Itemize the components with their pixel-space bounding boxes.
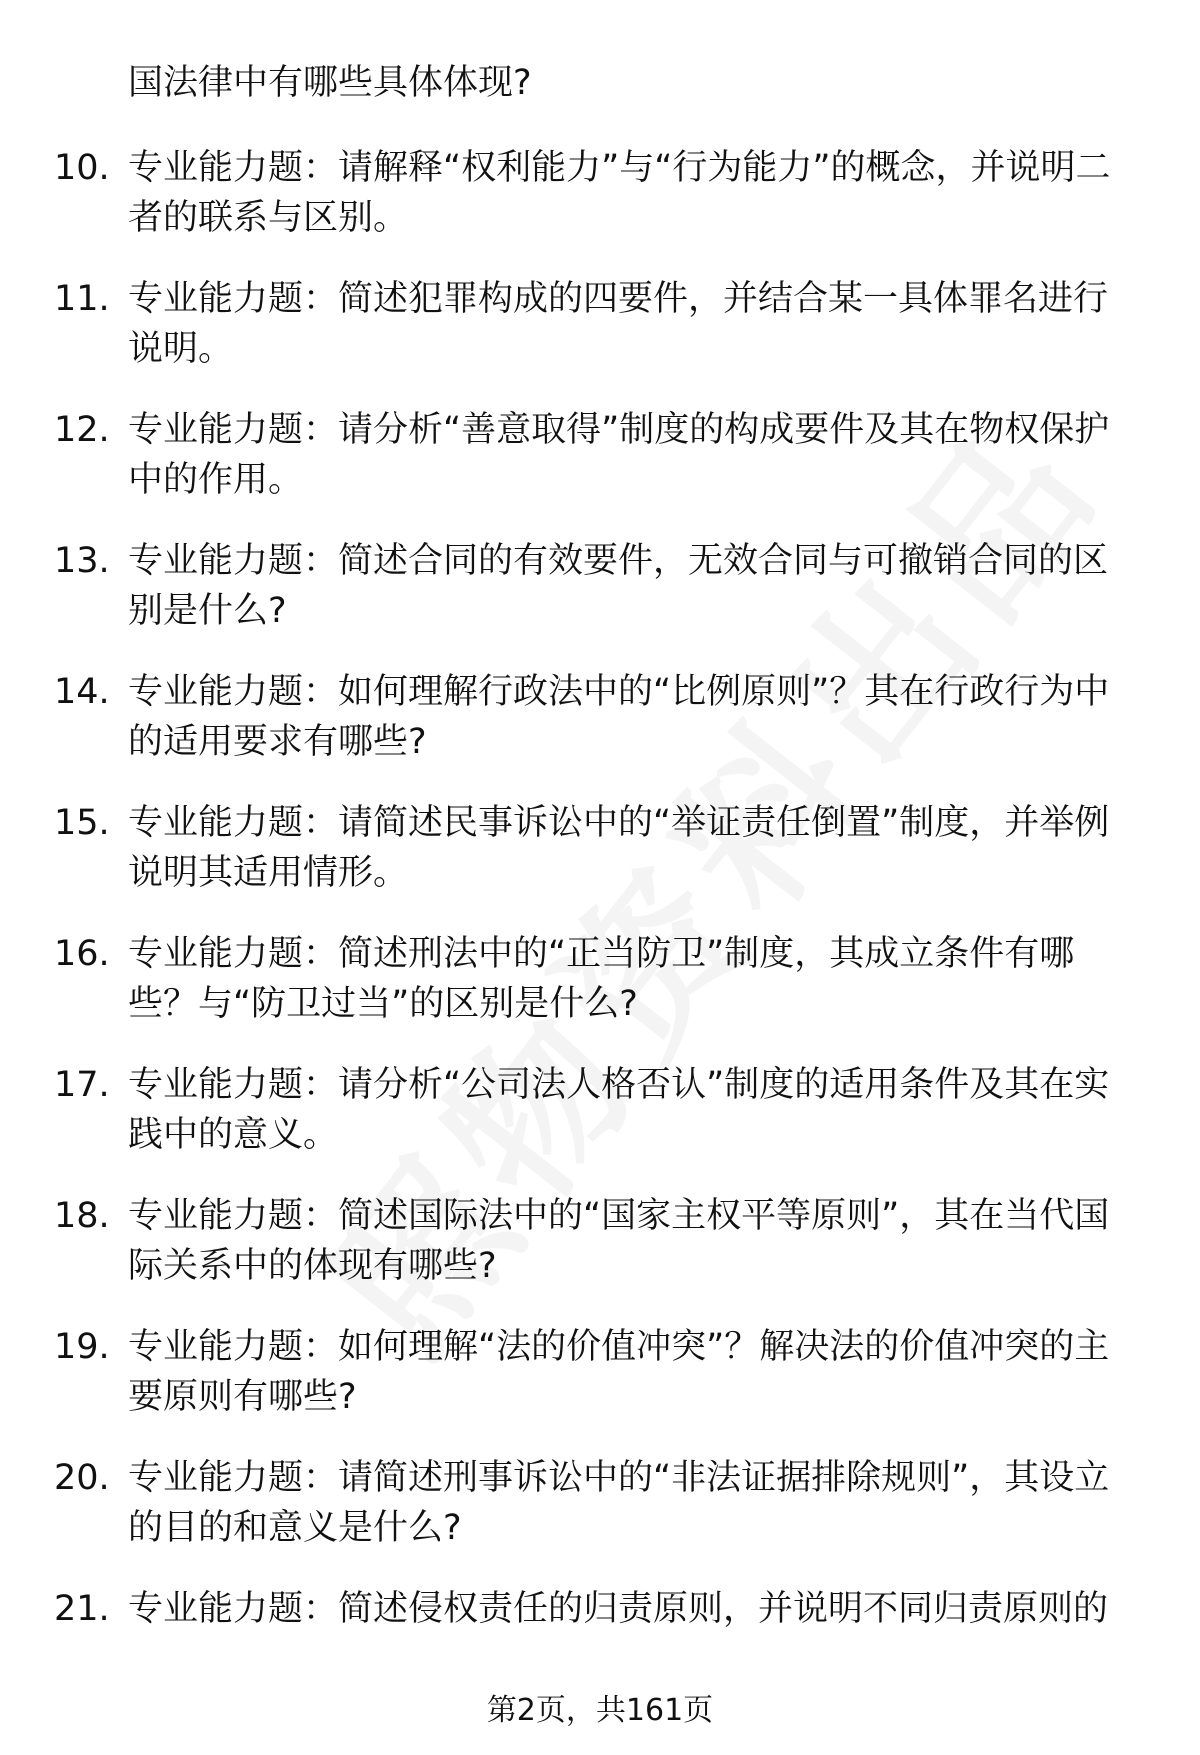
question-item: [0, 143, 1200, 274]
question-item: [0, 536, 1200, 667]
question-number: 16.: [54, 934, 110, 974]
question-item: [0, 1191, 1200, 1322]
question-text: 专业能力题：请简述刑事诉讼中的“非法证据排除规则”，其设立的目的和意义是什么?: [128, 1458, 1110, 1548]
question-number: 18.: [54, 1196, 110, 1236]
question-item: [0, 798, 1200, 929]
question-text: 专业能力题：请分析“公司法人格否认”制度的适用条件及其在实践中的意义。: [128, 1065, 1110, 1155]
question-item: [0, 1453, 1200, 1584]
question-list: [0, 143, 1200, 1715]
question-text: 专业能力题：请分析“善意取得”制度的构成要件及其在物权保护中的作用。: [128, 410, 1110, 500]
question-number: 11.: [54, 279, 110, 319]
question-text: 专业能力题：简述刑法中的“正当防卫”制度，其成立条件有哪些？与“防卫过当”的区别是什么?: [128, 934, 1075, 1024]
question-number: 14.: [54, 672, 110, 712]
question-text: 专业能力题：简述侵权责任的归责原则，并说明不同归责原则的: [128, 1589, 1109, 1629]
question-number: 20.: [54, 1458, 110, 1498]
question-item: [0, 1322, 1200, 1453]
question-text: 专业能力题：简述犯罪构成的四要件，并结合某一具体罪名进行说明。: [128, 279, 1109, 369]
question-continuation-text: 国法律中有哪些具体体现?: [128, 63, 532, 103]
question-number: 13.: [54, 541, 110, 581]
question-number: 19.: [54, 1327, 110, 1367]
question-item: [0, 929, 1200, 1060]
question-number: 17.: [54, 1065, 110, 1105]
question-number: 15.: [54, 803, 110, 843]
question-text: 专业能力题：请解释“权利能力”与“行为能力”的概念，并说明二者的联系与区别。: [128, 148, 1111, 238]
question-item: [0, 274, 1200, 405]
question-number: 12.: [54, 410, 110, 450]
question-text: 专业能力题：请简述民事诉讼中的“举证责任倒置”制度，并举例说明其适用情形。: [128, 803, 1110, 893]
question-text: 专业能力题：如何理解行政法中的“比例原则”？其在行政行为中的适用要求有哪些?: [128, 672, 1110, 762]
question-text: 专业能力题：简述国际法中的“国家主权平等原则”，其在当代国际关系中的体现有哪些?: [128, 1196, 1110, 1286]
question-item: [0, 667, 1200, 798]
question-item: [0, 405, 1200, 536]
page-footer: 第2页，共161页: [486, 1693, 714, 1728]
question-text: 专业能力题：简述合同的有效要件，无效合同与可撤销合同的区别是什么?: [128, 541, 1109, 631]
question-text: 专业能力题：如何理解“法的价值冲突”？解决法的价值冲突的主要原则有哪些?: [128, 1327, 1110, 1417]
question-number: 21.: [54, 1589, 110, 1629]
question-number: 10.: [54, 148, 110, 188]
question-item: [0, 1060, 1200, 1191]
